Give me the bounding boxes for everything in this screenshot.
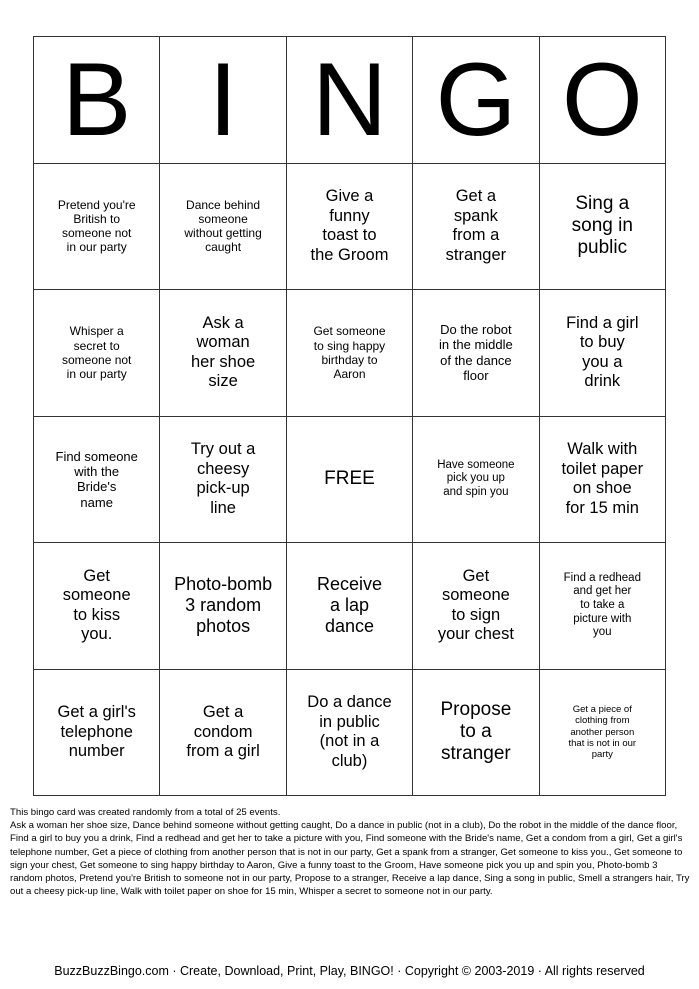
bingo-cell: Photo-bomb 3 random photos (160, 543, 286, 670)
bingo-cell: Get a spank from a stranger (413, 164, 539, 291)
bingo-cell: Get a condom from a girl (160, 670, 286, 797)
bingo-cell: Try out a cheesy pick-up line (160, 417, 286, 544)
bingo-cell: Pretend you're British to someone not in our party (34, 164, 160, 291)
event-list-caption (10, 806, 690, 899)
header-letter-o: O (540, 37, 666, 164)
bingo-cell: Get someone to sing happy birthday to Aaron (287, 290, 413, 417)
caption-summary: This bingo card was created randomly from a total of 25 events. (10, 807, 281, 818)
bingo-cell: Get a piece of clothing from another person that is not in our party (540, 670, 666, 797)
bingo-card (33, 36, 666, 796)
bingo-cell: Have someone pick you up and spin you (413, 417, 539, 544)
bingo-cell: Get a girl's telephone number (34, 670, 160, 797)
bingo-cell: Do the robot in the middle of the dance floor (413, 290, 539, 417)
bingo-cell: Sing a song in public (540, 164, 666, 291)
bingo-cell: Find a girl to buy you a drink (540, 290, 666, 417)
bingo-cell: Get someone to kiss you. (34, 543, 160, 670)
bingo-cell: Ask a woman her shoe size (160, 290, 286, 417)
bingo-cell: Dance behind someone without getting caught (160, 164, 286, 291)
header-letter-n: N (287, 37, 413, 164)
bingo-cell: Find someone with the Bride's name (34, 417, 160, 544)
footer-copyright: BuzzBuzzBingo.com · Create, Download, Print, Play, BINGO! · Copyright © 2003-2019 · All rights reserved (54, 964, 645, 978)
bingo-cell: Do a dance in public (not in a club) (287, 670, 413, 797)
header-letter-b: B (34, 37, 160, 164)
bingo-cell: Give a funny toast to the Groom (287, 164, 413, 291)
caption-events: Ask a woman her shoe size, Dance behind someone without getting caught, Do a dance in public (not in a club), Do the robot in the middle of the dance floor, Find a girl to buy you a drink, Find a redhead and get her to take a picture with you, Find someone with the Bride's name, Get a condom from a girl, Get a girl's telephone number, Get a piece of clothing from another person that is not in our party, Get a spank from a stranger, Get someone to kiss you., Get someone to sign your chest, Get someone to sing happy birthday to Aaron, Give a funny toast to the Groom, Have someone pick you up and spin you, Photo-bomb 3 random photos, Pretend you're British to someone not in our party, Propose to a stranger, Receive a lap dance, Sing a song in public, Smell a strangers hair, Try out a cheesy pick-up line, Walk with toilet paper on shoe for 15 min, Whisper a secret to someone not in our party. (10, 820, 690, 898)
header-letter-i: I (160, 37, 286, 164)
bingo-cell: Whisper a secret to someone not in our party (34, 290, 160, 417)
free-cell: FREE (287, 417, 413, 544)
bingo-cell: Get someone to sign your chest (413, 543, 539, 670)
bingo-cell: Propose to a stranger (413, 670, 539, 797)
header-letter-g: G (413, 37, 539, 164)
bingo-cell: Find a redhead and get her to take a picture with you (540, 543, 666, 670)
bingo-cell: Receive a lap dance (287, 543, 413, 670)
bingo-cell: Walk with toilet paper on shoe for 15 min (540, 417, 666, 544)
